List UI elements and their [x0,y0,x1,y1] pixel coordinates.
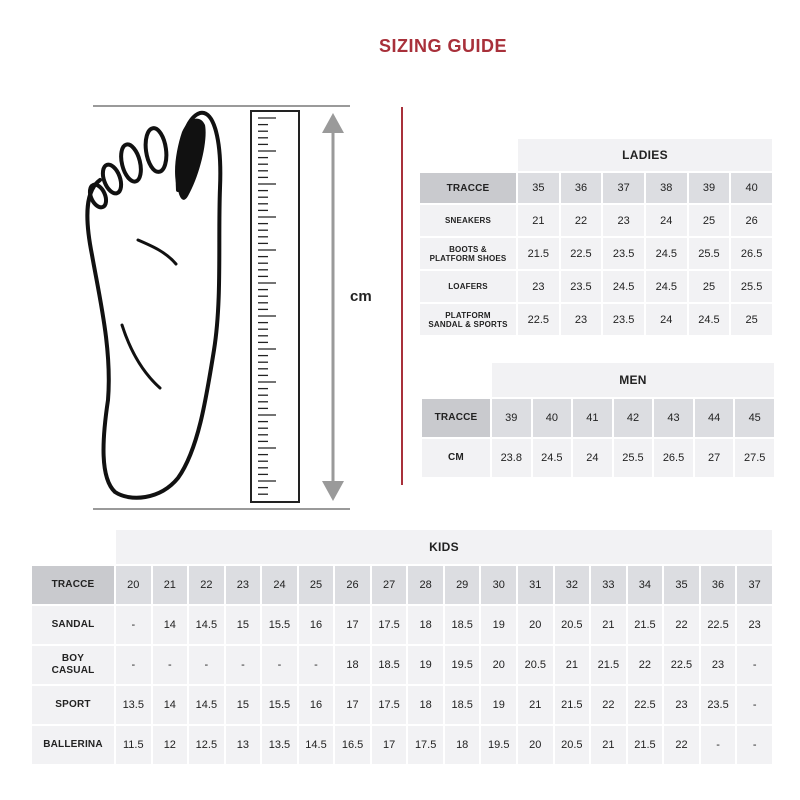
size-cell: 21 [153,566,188,604]
value-cell: 16 [299,606,334,644]
size-cell: 44 [695,399,734,437]
size-cell: 33 [591,566,626,604]
ladies-section-label: LADIES [518,139,772,171]
size-cell: 27 [372,566,407,604]
blank-cell [420,139,516,171]
value-cell: 25 [689,205,730,236]
value-cell: 14 [153,606,188,644]
unit-label: cm [350,288,372,305]
value-cell: 23 [737,606,772,644]
size-cell: 35 [518,173,559,203]
value-cell: 19.5 [445,646,480,684]
value-cell: 24 [573,439,612,477]
value-cell: - [116,606,151,644]
size-cell: 37 [603,173,644,203]
row-label: LOAFERS [420,271,516,302]
value-cell: - [189,646,224,684]
value-cell: 22.5 [518,304,559,335]
size-cell: 34 [628,566,663,604]
value-cell: 25 [689,271,730,302]
value-cell: 15 [226,606,261,644]
value-cell: 21 [591,726,626,764]
value-cell: 17.5 [372,606,407,644]
value-cell: - [153,646,188,684]
size-cell: 22 [189,566,224,604]
blank-cell [32,530,114,564]
value-cell: 17.5 [372,686,407,724]
row-label: SPORT [32,686,114,724]
size-cell: 45 [735,399,774,437]
value-cell: - [701,726,736,764]
size-cell: 38 [646,173,687,203]
value-cell: 16.5 [335,726,370,764]
size-cell: 37 [737,566,772,604]
value-cell: 21 [555,646,590,684]
value-cell: 21.5 [591,646,626,684]
value-cell: 26 [731,205,772,236]
kids-section-label: KIDS [116,530,772,564]
value-cell: 18.5 [445,606,480,644]
size-cell: 31 [518,566,553,604]
row-label: SNEAKERS [420,205,516,236]
value-cell: 19 [408,646,443,684]
value-cell: 22 [664,726,699,764]
value-cell: 22 [628,646,663,684]
size-cell: 40 [533,399,572,437]
value-cell: 23 [664,686,699,724]
value-cell: 20 [481,646,516,684]
value-cell: - [737,726,772,764]
row-label: BALLERINA [32,726,114,764]
size-cell: 36 [701,566,736,604]
ladies-header-label: TRACCE [420,173,516,203]
size-cell: 39 [689,173,730,203]
value-cell: - [116,646,151,684]
men-section-label: MEN [492,363,774,397]
value-cell: 22.5 [701,606,736,644]
value-cell: 24.5 [689,304,730,335]
value-cell: 13 [226,726,261,764]
value-cell: 18 [445,726,480,764]
row-label: CM [422,439,490,477]
row-label-line: PLATFORM [445,310,491,320]
value-cell: 22.5 [664,646,699,684]
value-cell: 18 [408,686,443,724]
value-cell: - [226,646,261,684]
value-cell: 15 [226,686,261,724]
value-cell: 26.5 [654,439,693,477]
value-cell: 21 [591,606,626,644]
page-title: SIZING GUIDE [378,36,507,56]
value-cell: 22 [591,686,626,724]
value-cell: 23.5 [603,238,644,269]
value-cell: 22.5 [628,686,663,724]
value-cell: 14.5 [299,726,334,764]
value-cell: 23 [518,271,559,302]
value-cell: 24.5 [533,439,572,477]
value-cell: 13.5 [262,726,297,764]
value-cell: 17 [372,726,407,764]
row-label [420,238,516,269]
size-cell: 23 [226,566,261,604]
value-cell: 25 [731,304,772,335]
value-cell: 21.5 [628,606,663,644]
value-cell: 20.5 [555,726,590,764]
value-cell: - [737,646,772,684]
value-cell: 23 [701,646,736,684]
value-cell: 23.5 [701,686,736,724]
value-cell: 21.5 [555,686,590,724]
size-cell: 24 [262,566,297,604]
value-cell: - [737,686,772,724]
value-cell: 24.5 [646,271,687,302]
value-cell: 20 [518,606,553,644]
value-cell: 24 [646,205,687,236]
kids-header-label: TRACCE [32,566,114,604]
value-cell: 19 [481,606,516,644]
size-cell: 39 [492,399,531,437]
row-label-line: BOOTS & [449,244,487,254]
men-size-table [420,361,776,479]
foot-measurement-illustration [0,0,400,520]
value-cell: 27.5 [735,439,774,477]
size-cell: 42 [614,399,653,437]
value-cell: 17 [335,686,370,724]
value-cell: 21 [518,686,553,724]
men-header-label: TRACCE [422,399,490,437]
value-cell: 23.8 [492,439,531,477]
size-cell: 20 [116,566,151,604]
value-cell: 21.5 [518,238,559,269]
value-cell: 14.5 [189,606,224,644]
value-cell: 12.5 [189,726,224,764]
value-cell: 17 [335,606,370,644]
value-cell: 23 [603,205,644,236]
value-cell: 18 [335,646,370,684]
value-cell: 27 [695,439,734,477]
row-label-line: PLATFORM SHOES [429,253,507,263]
size-cell: 25 [299,566,334,604]
row-label-line: CASUAL [51,665,95,676]
value-cell: 18 [408,606,443,644]
value-cell: 23.5 [561,271,602,302]
kids-size-table [30,528,774,766]
value-cell: 21 [518,205,559,236]
value-cell: 25.5 [731,271,772,302]
value-cell: 11.5 [116,726,151,764]
value-cell: 16 [299,686,334,724]
value-cell: 20.5 [518,646,553,684]
value-cell: 26.5 [731,238,772,269]
value-cell: 24 [646,304,687,335]
ladies-size-table [418,137,774,337]
size-cell: 28 [408,566,443,604]
size-cell: 43 [654,399,693,437]
value-cell: 20.5 [555,606,590,644]
size-cell: 41 [573,399,612,437]
value-cell: 23.5 [603,304,644,335]
value-cell: 17.5 [408,726,443,764]
value-cell: 19.5 [481,726,516,764]
value-cell: 25.5 [614,439,653,477]
value-cell: 13.5 [116,686,151,724]
value-cell: 15.5 [262,606,297,644]
row-label [420,304,516,335]
value-cell: 12 [153,726,188,764]
value-cell: 19 [481,686,516,724]
value-cell: 24.5 [603,271,644,302]
size-cell: 26 [335,566,370,604]
value-cell: 23 [561,304,602,335]
row-label-line: BOY [61,653,85,664]
size-cell: 30 [481,566,516,604]
size-cell: 36 [561,173,602,203]
value-cell: 22.5 [561,238,602,269]
blank-cell [422,363,490,397]
value-cell: 22 [664,606,699,644]
value-cell: 15.5 [262,686,297,724]
divider [401,107,403,485]
size-cell: 29 [445,566,480,604]
value-cell: 14.5 [189,686,224,724]
value-cell: 25.5 [689,238,730,269]
value-cell: 18.5 [445,686,480,724]
value-cell: - [299,646,334,684]
value-cell: 18.5 [372,646,407,684]
value-cell: 14 [153,686,188,724]
row-label-line: SANDAL & SPORTS [428,319,508,329]
value-cell: 24.5 [646,238,687,269]
value-cell: 20 [518,726,553,764]
size-cell: 40 [731,173,772,203]
size-cell: 35 [664,566,699,604]
value-cell: 21.5 [628,726,663,764]
size-cell: 32 [555,566,590,604]
value-cell: 22 [561,205,602,236]
row-label [32,646,114,684]
foot-outline-icon [0,0,400,520]
value-cell: - [262,646,297,684]
row-label: SANDAL [32,606,114,644]
